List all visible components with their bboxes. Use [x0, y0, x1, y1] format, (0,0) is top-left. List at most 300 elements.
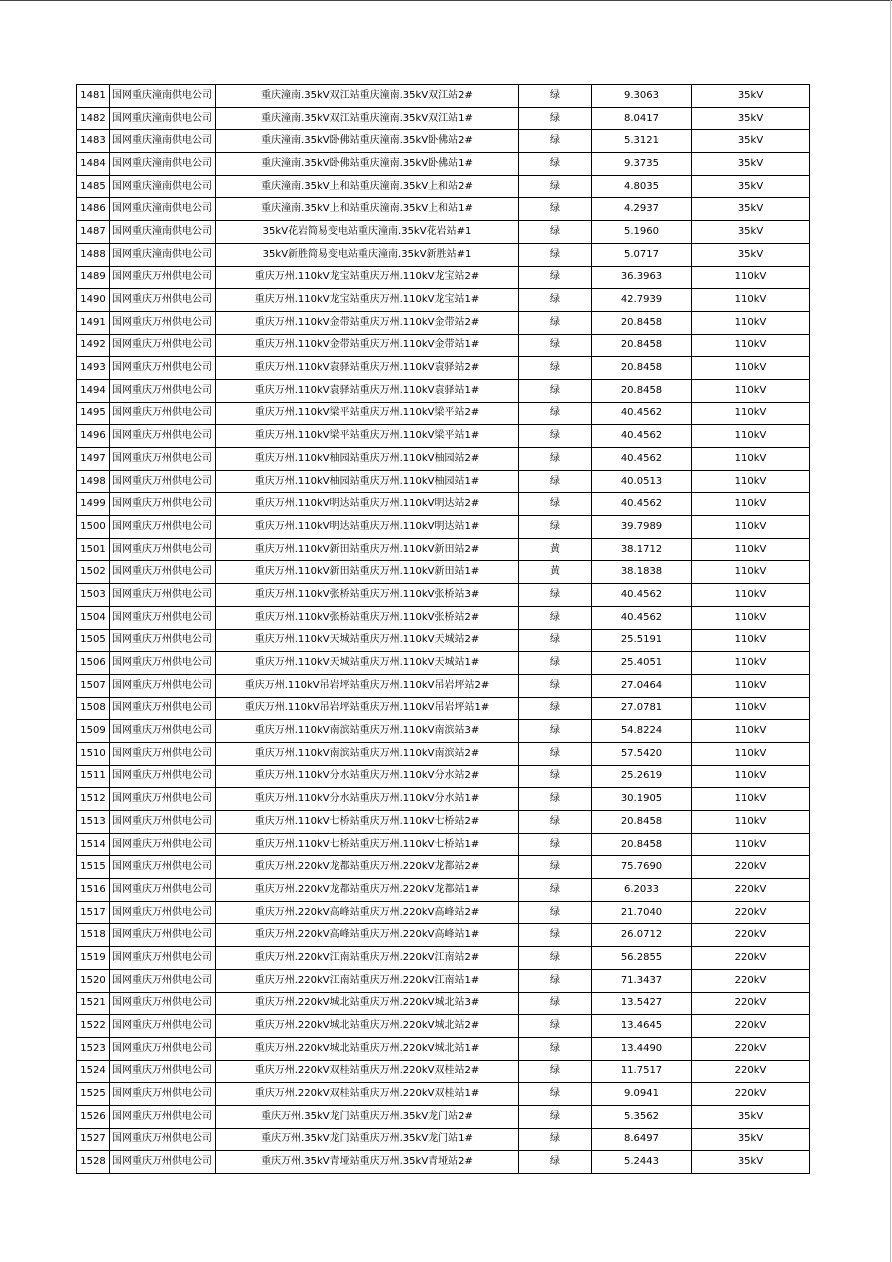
company-cell: 国网重庆潼南供电公司: [110, 221, 216, 244]
company-cell: 国网重庆万州供电公司: [110, 833, 216, 856]
row-number-cell: 1510: [77, 742, 110, 765]
value-cell: 6.2033: [592, 879, 692, 902]
voltage-cell: 110kV: [692, 584, 810, 607]
table-row: [77, 175, 810, 198]
row-number-cell: 1514: [77, 833, 110, 856]
value-cell: 75.7690: [592, 856, 692, 879]
row-number-cell: 1489: [77, 266, 110, 289]
color-status-cell: 绿: [519, 629, 592, 652]
station-cell: 重庆万州.110kV金带站重庆万州.110kV金带站1#: [216, 334, 519, 357]
value-cell: 4.2937: [592, 198, 692, 221]
page-top-rule: [0, 0, 892, 1]
voltage-cell: 35kV: [692, 1105, 810, 1128]
company-cell: 国网重庆万州供电公司: [110, 516, 216, 539]
voltage-cell: 110kV: [692, 516, 810, 539]
table-row: [77, 153, 810, 176]
station-cell: 重庆潼南.35kV双江站重庆潼南.35kV双江站1#: [216, 107, 519, 130]
color-status-cell: 绿: [519, 153, 592, 176]
voltage-cell: 110kV: [692, 629, 810, 652]
station-cell: 重庆万州.110kV袁驿站重庆万州.110kV袁驿站1#: [216, 379, 519, 402]
station-cell: 重庆万州.110kV柚园站重庆万州.110kV柚园站2#: [216, 448, 519, 471]
voltage-cell: 220kV: [692, 901, 810, 924]
table-row: [77, 879, 810, 902]
voltage-cell: 220kV: [692, 947, 810, 970]
station-cell: 重庆万州.220kV高峰站重庆万州.220kV高峰站1#: [216, 924, 519, 947]
value-cell: 9.3735: [592, 153, 692, 176]
value-cell: 39.7989: [592, 516, 692, 539]
row-number-cell: 1497: [77, 448, 110, 471]
company-cell: 国网重庆万州供电公司: [110, 947, 216, 970]
station-cell: 重庆万州.110kV明达站重庆万州.110kV明达站1#: [216, 516, 519, 539]
row-number-cell: 1492: [77, 334, 110, 357]
company-cell: 国网重庆万州供电公司: [110, 1015, 216, 1038]
color-status-cell: 绿: [519, 130, 592, 153]
row-number-cell: 1519: [77, 947, 110, 970]
value-cell: 38.1838: [592, 561, 692, 584]
table-row: [77, 788, 810, 811]
table-row: [77, 674, 810, 697]
company-cell: 国网重庆潼南供电公司: [110, 198, 216, 221]
color-status-cell: 绿: [519, 493, 592, 516]
row-number-cell: 1525: [77, 1083, 110, 1106]
table-row: [77, 742, 810, 765]
row-number-cell: 1526: [77, 1105, 110, 1128]
row-number-cell: 1517: [77, 901, 110, 924]
color-status-cell: 绿: [519, 856, 592, 879]
voltage-cell: 110kV: [692, 379, 810, 402]
color-status-cell: 绿: [519, 969, 592, 992]
voltage-cell: 110kV: [692, 538, 810, 561]
table-row: [77, 379, 810, 402]
company-cell: 国网重庆万州供电公司: [110, 357, 216, 380]
company-cell: 国网重庆万州供电公司: [110, 720, 216, 743]
table-row: [77, 901, 810, 924]
station-cell: 重庆万州.110kV分水站重庆万州.110kV分水站2#: [216, 765, 519, 788]
company-cell: 国网重庆万州供电公司: [110, 788, 216, 811]
value-cell: 27.0464: [592, 674, 692, 697]
voltage-cell: 110kV: [692, 561, 810, 584]
value-cell: 11.7517: [592, 1060, 692, 1083]
station-cell: 35kV花岩简易变电站重庆潼南.35kV花岩站#1: [216, 221, 519, 244]
table-row: [77, 765, 810, 788]
table-row: [77, 1083, 810, 1106]
station-cell: 重庆万州.110kV天城站重庆万州.110kV天城站2#: [216, 629, 519, 652]
table-row: [77, 425, 810, 448]
voltage-cell: 110kV: [692, 402, 810, 425]
station-cell: 重庆万州.110kV金带站重庆万州.110kV金带站2#: [216, 311, 519, 334]
row-number-cell: 1518: [77, 924, 110, 947]
value-cell: 5.3121: [592, 130, 692, 153]
color-status-cell: 绿: [519, 1083, 592, 1106]
table-row: [77, 606, 810, 629]
row-number-cell: 1527: [77, 1128, 110, 1151]
value-cell: 36.3963: [592, 266, 692, 289]
company-cell: 国网重庆潼南供电公司: [110, 130, 216, 153]
row-number-cell: 1511: [77, 765, 110, 788]
value-cell: 20.8458: [592, 357, 692, 380]
company-cell: 国网重庆万州供电公司: [110, 674, 216, 697]
voltage-cell: 110kV: [692, 606, 810, 629]
color-status-cell: 绿: [519, 742, 592, 765]
value-cell: 27.0781: [592, 697, 692, 720]
station-cell: 重庆万州.110kV袁驿站重庆万州.110kV袁驿站2#: [216, 357, 519, 380]
station-cell: 重庆万州.35kV青垭站重庆万州.35kV青垭站2#: [216, 1151, 519, 1174]
table-row: [77, 85, 810, 108]
row-number-cell: 1515: [77, 856, 110, 879]
station-cell: 重庆万州.220kV城北站重庆万州.220kV城北站1#: [216, 1037, 519, 1060]
value-cell: 13.4490: [592, 1037, 692, 1060]
company-cell: 国网重庆万州供电公司: [110, 606, 216, 629]
color-status-cell: 黄: [519, 561, 592, 584]
table-row: [77, 107, 810, 130]
company-cell: 国网重庆万州供电公司: [110, 538, 216, 561]
value-cell: 20.8458: [592, 311, 692, 334]
color-status-cell: 绿: [519, 470, 592, 493]
row-number-cell: 1495: [77, 402, 110, 425]
value-cell: 40.0513: [592, 470, 692, 493]
company-cell: 国网重庆万州供电公司: [110, 289, 216, 312]
company-cell: 国网重庆万州供电公司: [110, 493, 216, 516]
row-number-cell: 1523: [77, 1037, 110, 1060]
company-cell: 国网重庆万州供电公司: [110, 652, 216, 675]
table-row: [77, 947, 810, 970]
table-row: [77, 243, 810, 266]
table-row: [77, 448, 810, 471]
station-cell: 重庆潼南.35kV双江站重庆潼南.35kV双江站2#: [216, 85, 519, 108]
value-cell: 8.0417: [592, 107, 692, 130]
table-row: [77, 924, 810, 947]
color-status-cell: 绿: [519, 1060, 592, 1083]
value-cell: 9.3063: [592, 85, 692, 108]
voltage-cell: 220kV: [692, 1015, 810, 1038]
color-status-cell: 绿: [519, 765, 592, 788]
value-cell: 40.4562: [592, 425, 692, 448]
value-cell: 25.5191: [592, 629, 692, 652]
row-number-cell: 1521: [77, 992, 110, 1015]
row-number-cell: 1481: [77, 85, 110, 108]
value-cell: 20.8458: [592, 379, 692, 402]
table-row: [77, 198, 810, 221]
company-cell: 国网重庆万州供电公司: [110, 697, 216, 720]
company-cell: 国网重庆万州供电公司: [110, 1060, 216, 1083]
row-number-cell: 1524: [77, 1060, 110, 1083]
value-cell: 56.2855: [592, 947, 692, 970]
value-cell: 4.8035: [592, 175, 692, 198]
voltage-cell: 220kV: [692, 879, 810, 902]
voltage-cell: 35kV: [692, 130, 810, 153]
station-cell: 重庆万州.220kV江南站重庆万州.220kV江南站1#: [216, 969, 519, 992]
color-status-cell: 绿: [519, 1128, 592, 1151]
color-status-cell: 绿: [519, 720, 592, 743]
table-row: [77, 1151, 810, 1174]
row-number-cell: 1487: [77, 221, 110, 244]
table-row: [77, 811, 810, 834]
table-row: [77, 561, 810, 584]
table-row: [77, 720, 810, 743]
table-row: [77, 311, 810, 334]
station-cell: 重庆万州.110kV吊岩坪站重庆万州.110kV吊岩坪站2#: [216, 674, 519, 697]
value-cell: 21.7040: [592, 901, 692, 924]
voltage-cell: 110kV: [692, 720, 810, 743]
color-status-cell: 绿: [519, 289, 592, 312]
color-status-cell: 绿: [519, 175, 592, 198]
color-status-cell: 绿: [519, 1105, 592, 1128]
color-status-cell: 黄: [519, 538, 592, 561]
table-row: [77, 969, 810, 992]
company-cell: 国网重庆万州供电公司: [110, 266, 216, 289]
company-cell: 国网重庆潼南供电公司: [110, 153, 216, 176]
row-number-cell: 1496: [77, 425, 110, 448]
value-cell: 5.3562: [592, 1105, 692, 1128]
table-row: [77, 402, 810, 425]
value-cell: 20.8458: [592, 334, 692, 357]
voltage-cell: 35kV: [692, 107, 810, 130]
station-cell: 重庆万州.110kV龙宝站重庆万州.110kV龙宝站2#: [216, 266, 519, 289]
color-status-cell: 绿: [519, 1015, 592, 1038]
value-cell: 5.0717: [592, 243, 692, 266]
voltage-cell: 110kV: [692, 357, 810, 380]
company-cell: 国网重庆万州供电公司: [110, 1083, 216, 1106]
value-cell: 57.5420: [592, 742, 692, 765]
color-status-cell: 绿: [519, 221, 592, 244]
company-cell: 国网重庆万州供电公司: [110, 1128, 216, 1151]
voltage-cell: 110kV: [692, 674, 810, 697]
company-cell: 国网重庆万州供电公司: [110, 856, 216, 879]
row-number-cell: 1509: [77, 720, 110, 743]
table-row: [77, 833, 810, 856]
voltage-cell: 110kV: [692, 742, 810, 765]
voltage-cell: 35kV: [692, 221, 810, 244]
value-cell: 71.3437: [592, 969, 692, 992]
company-cell: 国网重庆万州供电公司: [110, 334, 216, 357]
voltage-cell: 35kV: [692, 1151, 810, 1174]
voltage-cell: 110kV: [692, 765, 810, 788]
table-row: [77, 516, 810, 539]
company-cell: 国网重庆潼南供电公司: [110, 175, 216, 198]
row-number-cell: 1522: [77, 1015, 110, 1038]
company-cell: 国网重庆万州供电公司: [110, 879, 216, 902]
row-number-cell: 1493: [77, 357, 110, 380]
value-cell: 9.0941: [592, 1083, 692, 1106]
row-number-cell: 1498: [77, 470, 110, 493]
station-cell: 重庆万州.110kV张桥站重庆万州.110kV张桥站3#: [216, 584, 519, 607]
color-status-cell: 绿: [519, 243, 592, 266]
color-status-cell: 绿: [519, 448, 592, 471]
color-status-cell: 绿: [519, 811, 592, 834]
company-cell: 国网重庆万州供电公司: [110, 425, 216, 448]
station-cell: 重庆万州.35kV龙门站重庆万州.35kV龙门站1#: [216, 1128, 519, 1151]
company-cell: 国网重庆万州供电公司: [110, 311, 216, 334]
station-cell: 重庆万州.110kV吊岩坪站重庆万州.110kV吊岩坪站1#: [216, 697, 519, 720]
station-cell: 重庆潼南.35kV卧佛站重庆潼南.35kV卧佛站1#: [216, 153, 519, 176]
value-cell: 13.4645: [592, 1015, 692, 1038]
value-cell: 20.8458: [592, 833, 692, 856]
station-cell: 重庆万州.35kV龙门站重庆万州.35kV龙门站2#: [216, 1105, 519, 1128]
color-status-cell: 绿: [519, 311, 592, 334]
station-cell: 重庆万州.220kV双桂站重庆万州.220kV双桂站1#: [216, 1083, 519, 1106]
company-cell: 国网重庆万州供电公司: [110, 1151, 216, 1174]
station-cell: 重庆万州.110kV南滨站重庆万州.110kV南滨站2#: [216, 742, 519, 765]
value-cell: 25.2619: [592, 765, 692, 788]
voltage-cell: 110kV: [692, 493, 810, 516]
station-cell: 重庆潼南.35kV卧佛站重庆潼南.35kV卧佛站2#: [216, 130, 519, 153]
company-cell: 国网重庆万州供电公司: [110, 811, 216, 834]
station-cell: 重庆万州.220kV高峰站重庆万州.220kV高峰站2#: [216, 901, 519, 924]
value-cell: 30.1905: [592, 788, 692, 811]
table-row: [77, 1037, 810, 1060]
color-status-cell: 绿: [519, 788, 592, 811]
station-cell: 重庆万州.220kV龙都站重庆万州.220kV龙都站1#: [216, 879, 519, 902]
voltage-cell: 110kV: [692, 425, 810, 448]
station-cell: 重庆万州.220kV龙都站重庆万州.220kV龙都站2#: [216, 856, 519, 879]
row-number-cell: 1513: [77, 811, 110, 834]
company-cell: 国网重庆万州供电公司: [110, 1105, 216, 1128]
voltage-cell: 220kV: [692, 1083, 810, 1106]
voltage-cell: 220kV: [692, 1060, 810, 1083]
row-number-cell: 1484: [77, 153, 110, 176]
color-status-cell: 绿: [519, 425, 592, 448]
station-cell: 重庆万州.110kV明达站重庆万州.110kV明达站2#: [216, 493, 519, 516]
color-status-cell: 绿: [519, 85, 592, 108]
row-number-cell: 1502: [77, 561, 110, 584]
row-number-cell: 1494: [77, 379, 110, 402]
station-cell: 重庆万州.220kV城北站重庆万州.220kV城北站2#: [216, 1015, 519, 1038]
row-number-cell: 1501: [77, 538, 110, 561]
color-status-cell: 绿: [519, 879, 592, 902]
table-row: [77, 856, 810, 879]
company-cell: 国网重庆潼南供电公司: [110, 85, 216, 108]
row-number-cell: 1483: [77, 130, 110, 153]
table-row: [77, 357, 810, 380]
table-row: [77, 1015, 810, 1038]
value-cell: 40.4562: [592, 493, 692, 516]
company-cell: 国网重庆万州供电公司: [110, 924, 216, 947]
value-cell: 13.5427: [592, 992, 692, 1015]
value-cell: 5.2443: [592, 1151, 692, 1174]
voltage-cell: 35kV: [692, 243, 810, 266]
voltage-cell: 35kV: [692, 1128, 810, 1151]
color-status-cell: 绿: [519, 379, 592, 402]
color-status-cell: 绿: [519, 674, 592, 697]
table-row: [77, 1060, 810, 1083]
row-number-cell: 1503: [77, 584, 110, 607]
table-row: [77, 334, 810, 357]
voltage-cell: 110kV: [692, 334, 810, 357]
row-number-cell: 1508: [77, 697, 110, 720]
value-cell: 40.4562: [592, 606, 692, 629]
station-cell: 重庆万州.220kV双桂站重庆万州.220kV双桂站2#: [216, 1060, 519, 1083]
station-cell: 重庆万州.110kV新田站重庆万州.110kV新田站1#: [216, 561, 519, 584]
color-status-cell: 绿: [519, 516, 592, 539]
voltage-cell: 110kV: [692, 311, 810, 334]
voltage-cell: 110kV: [692, 652, 810, 675]
table-row: [77, 629, 810, 652]
color-status-cell: 绿: [519, 833, 592, 856]
value-cell: 20.8458: [592, 811, 692, 834]
value-cell: 40.4562: [592, 448, 692, 471]
voltage-cell: 110kV: [692, 697, 810, 720]
table-row: [77, 266, 810, 289]
value-cell: 54.8224: [592, 720, 692, 743]
company-cell: 国网重庆万州供电公司: [110, 379, 216, 402]
voltage-cell: 110kV: [692, 811, 810, 834]
voltage-cell: 110kV: [692, 788, 810, 811]
station-cell: 重庆万州.110kV分水站重庆万州.110kV分水站1#: [216, 788, 519, 811]
table-row: [77, 1128, 810, 1151]
voltage-cell: 220kV: [692, 1037, 810, 1060]
company-cell: 国网重庆万州供电公司: [110, 969, 216, 992]
company-cell: 国网重庆万州供电公司: [110, 584, 216, 607]
value-cell: 5.1960: [592, 221, 692, 244]
station-cell: 重庆万州.220kV江南站重庆万州.220kV江南站2#: [216, 947, 519, 970]
color-status-cell: 绿: [519, 697, 592, 720]
color-status-cell: 绿: [519, 357, 592, 380]
voltage-cell: 35kV: [692, 153, 810, 176]
station-cell: 重庆万州.110kV梁平站重庆万州.110kV梁平站2#: [216, 402, 519, 425]
station-cell: 重庆潼南.35kV上和站重庆潼南.35kV上和站2#: [216, 175, 519, 198]
station-cell: 重庆万州.110kV七桥站重庆万州.110kV七桥站1#: [216, 833, 519, 856]
voltage-cell: 35kV: [692, 198, 810, 221]
voltage-cell: 220kV: [692, 969, 810, 992]
station-cell: 重庆万州.110kV龙宝站重庆万州.110kV龙宝站1#: [216, 289, 519, 312]
table-body: [77, 85, 810, 1174]
color-status-cell: 绿: [519, 1037, 592, 1060]
row-number-cell: 1528: [77, 1151, 110, 1174]
color-status-cell: 绿: [519, 402, 592, 425]
company-cell: 国网重庆潼南供电公司: [110, 243, 216, 266]
voltage-cell: 110kV: [692, 289, 810, 312]
row-number-cell: 1520: [77, 969, 110, 992]
row-number-cell: 1505: [77, 629, 110, 652]
station-cell: 35kV新胜简易变电站重庆潼南.35kV新胜站#1: [216, 243, 519, 266]
company-cell: 国网重庆万州供电公司: [110, 992, 216, 1015]
value-cell: 26.0712: [592, 924, 692, 947]
company-cell: 国网重庆万州供电公司: [110, 470, 216, 493]
row-number-cell: 1512: [77, 788, 110, 811]
table-row: [77, 493, 810, 516]
color-status-cell: 绿: [519, 652, 592, 675]
row-number-cell: 1482: [77, 107, 110, 130]
color-status-cell: 绿: [519, 947, 592, 970]
value-cell: 38.1712: [592, 538, 692, 561]
data-table: [76, 84, 810, 1174]
color-status-cell: 绿: [519, 334, 592, 357]
station-cell: 重庆万州.110kV天城站重庆万州.110kV天城站1#: [216, 652, 519, 675]
table-row: [77, 992, 810, 1015]
company-cell: 国网重庆万州供电公司: [110, 402, 216, 425]
row-number-cell: 1516: [77, 879, 110, 902]
station-cell: 重庆万州.110kV柚园站重庆万州.110kV柚园站1#: [216, 470, 519, 493]
value-cell: 40.4562: [592, 402, 692, 425]
color-status-cell: 绿: [519, 924, 592, 947]
row-number-cell: 1488: [77, 243, 110, 266]
voltage-cell: 110kV: [692, 833, 810, 856]
table-row: [77, 538, 810, 561]
company-cell: 国网重庆万州供电公司: [110, 901, 216, 924]
table-row: [77, 221, 810, 244]
table-row: [77, 289, 810, 312]
row-number-cell: 1486: [77, 198, 110, 221]
table-row: [77, 584, 810, 607]
color-status-cell: 绿: [519, 107, 592, 130]
color-status-cell: 绿: [519, 901, 592, 924]
row-number-cell: 1507: [77, 674, 110, 697]
voltage-cell: 110kV: [692, 470, 810, 493]
value-cell: 40.4562: [592, 584, 692, 607]
color-status-cell: 绿: [519, 198, 592, 221]
company-cell: 国网重庆潼南供电公司: [110, 107, 216, 130]
table-row: [77, 470, 810, 493]
